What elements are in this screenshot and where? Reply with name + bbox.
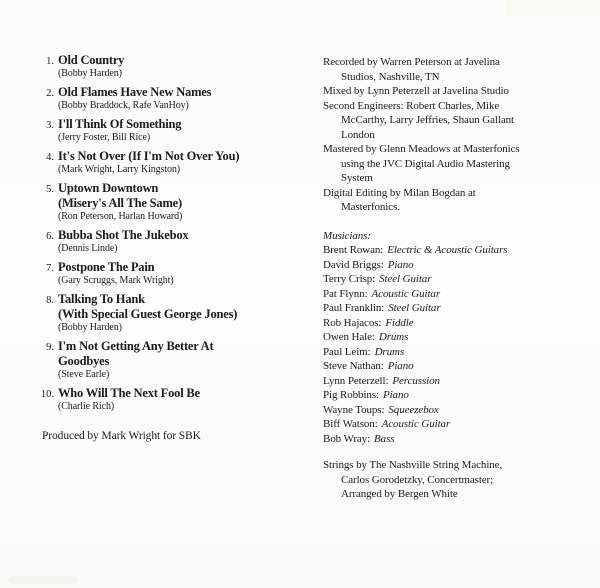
musician-name: Bob Wray:	[323, 432, 371, 445]
track-text	[58, 53, 320, 80]
musician-name: Owen Hale:	[323, 331, 375, 343]
musicians-heading: Musicians:	[323, 229, 371, 242]
track-writers: (Ron Peterson, Harlan Howard)	[58, 211, 183, 222]
musician-name: Wayne Toups:	[323, 403, 385, 416]
musician-line	[323, 243, 591, 258]
musician-instrument: Steel Guitar	[388, 302, 441, 314]
tracklist-column	[34, 53, 320, 418]
credit-line: Masterfonics.	[341, 201, 400, 213]
musician-instrument: Fiddle	[385, 316, 414, 329]
track-writers: (Dennis Linde)	[58, 243, 118, 254]
musician-name: Rob Hajacos:	[323, 316, 382, 329]
track-item	[34, 339, 320, 381]
credits-column	[323, 55, 591, 502]
track-item	[34, 386, 320, 413]
musician-line	[323, 287, 591, 302]
track-number: 4.	[46, 152, 54, 163]
track-item	[34, 149, 320, 176]
credit-line: Second Engineers: Robert Charles, Mike	[323, 99, 500, 112]
credit-line: London	[341, 128, 375, 141]
credit-line: Digital Editing by Milan Bogdan at	[323, 186, 476, 199]
track-number: 6.	[46, 231, 54, 242]
track-number: 9.	[46, 342, 54, 353]
track-text	[58, 292, 320, 334]
track-writers: (Steve Earle)	[58, 369, 110, 380]
musician-name: Biff Watson:	[323, 418, 378, 430]
track-item	[34, 228, 320, 255]
track-writers: (Charlie Rich)	[58, 401, 115, 412]
track-item	[34, 260, 320, 287]
musician-line	[323, 330, 591, 345]
credit-line: System	[341, 172, 373, 184]
track-text	[58, 149, 320, 176]
track-title-line: Who Will The Next Fool Be	[58, 386, 200, 400]
musician-instrument: Bass	[374, 432, 395, 445]
track-number: 5.	[46, 184, 54, 195]
musician-instrument: Piano	[387, 258, 414, 271]
musician-instrument: Piano	[387, 360, 414, 372]
track-title-line: Postpone The Pain	[58, 260, 155, 274]
track-title-line: Bubba Shot The Jukebox	[58, 228, 189, 242]
musician-line	[323, 272, 591, 287]
producer-note: Produced by Mark Wright for SBK	[42, 430, 201, 442]
strings-note-line: Arranged by Bergen White	[341, 488, 458, 500]
track-text	[58, 85, 320, 112]
recording-credits	[323, 55, 591, 215]
track-list	[34, 53, 320, 413]
musician-name: Lynn Peterzell:	[323, 374, 389, 387]
track-item	[34, 53, 320, 80]
musician-line	[323, 403, 591, 418]
credit-line: Mastered by Glenn Meadows at Masterfonics	[323, 143, 520, 155]
track-text	[58, 339, 320, 381]
track-number: 10.	[40, 389, 54, 400]
track-title-line: (With Special Guest George Jones)	[58, 307, 238, 321]
scan-artifact	[505, 0, 600, 16]
track-text	[58, 260, 320, 287]
track-title-line: I'll Think Of Something	[58, 117, 182, 131]
track-title-line: I'm Not Getting Any Better At	[58, 339, 214, 353]
musician-name: Pat Flynn:	[323, 287, 368, 300]
musician-line	[323, 316, 591, 331]
credit-line: using the JVC Digital Audio Mastering	[341, 157, 510, 170]
musician-line	[323, 345, 591, 360]
credit-line: Mixed by Lynn Peterzell at Javelina Studio	[323, 85, 509, 97]
track-title-line: (Misery's All The Same)	[58, 196, 182, 210]
musician-line	[323, 374, 591, 389]
track-item	[34, 292, 320, 334]
track-item	[34, 117, 320, 144]
track-writers: (Bobby Braddock, Rafe VanHoy)	[58, 100, 189, 111]
musician-instrument: Steel Guitar	[379, 273, 432, 285]
track-text	[58, 228, 320, 255]
musician-line	[323, 417, 591, 432]
musician-instrument: Percussion	[392, 374, 440, 387]
track-number: 8.	[46, 295, 54, 306]
track-title-line: Uptown Downtown	[58, 181, 159, 195]
musician-line	[323, 258, 591, 273]
musician-line	[323, 301, 591, 316]
musician-instrument: Piano	[382, 389, 409, 401]
musician-name: Steve Nathan:	[323, 360, 384, 372]
musician-line	[323, 432, 591, 447]
track-writers: (Gary Scruggs, Mark Wright)	[58, 275, 174, 286]
track-title-line: Old Country	[58, 53, 125, 67]
strings-note-line: Carlos Gorodetzky, Concertmaster;	[341, 473, 494, 486]
track-writers: (Jerry Foster, Bill Rice)	[58, 132, 151, 143]
musician-instrument: Acoustic Guitar	[381, 418, 451, 430]
musician-instrument: Drums	[378, 331, 409, 343]
scan-artifact	[8, 576, 78, 584]
track-number: 2.	[46, 88, 54, 99]
track-title-line: It's Not Over (If I'm Not Over You)	[58, 149, 240, 163]
track-item	[34, 181, 320, 223]
track-text	[58, 386, 320, 413]
track-title-line: Talking To Hank	[58, 292, 145, 306]
credit-line: McCarthy, Larry Jeffries, Shaun Gallant	[341, 114, 514, 126]
track-writers: (Bobby Harden)	[58, 322, 122, 333]
track-text	[58, 117, 320, 144]
musicians-list	[323, 243, 591, 446]
musician-name: David Briggs:	[323, 258, 384, 271]
track-number: 7.	[46, 263, 54, 274]
track-number: 3.	[46, 120, 54, 131]
track-item	[34, 85, 320, 112]
musician-name: Paul Franklin:	[323, 302, 385, 314]
track-text	[58, 181, 320, 223]
musician-name: Pig Robbins:	[323, 389, 379, 401]
strings-note-line: Strings by The Nashville String Machine,	[323, 459, 503, 471]
track-title-line: Old Flames Have New Names	[58, 85, 212, 99]
track-writers: (Mark Wright, Larry Kingston)	[58, 164, 181, 175]
musician-instrument: Drums	[374, 345, 405, 358]
credit-line: Studios, Nashville, TN	[341, 70, 440, 83]
musician-instrument: Acoustic Guitar	[371, 287, 441, 300]
musician-name: Terry Crisp:	[323, 273, 376, 285]
musician-line	[323, 388, 591, 403]
track-writers: (Bobby Harden)	[58, 68, 122, 79]
musician-instrument: Electric & Acoustic Guitars	[387, 244, 508, 256]
strings-note	[323, 458, 591, 502]
musician-line	[323, 359, 591, 374]
musician-name: Brent Rowan:	[323, 244, 384, 256]
track-number: 1.	[46, 56, 54, 67]
musician-name: Paul Leim:	[323, 345, 371, 358]
credit-line: Recorded by Warren Peterson at Javelina	[323, 56, 500, 68]
track-title-line: Goodbyes	[58, 354, 110, 368]
musician-instrument: Squeezebox	[388, 403, 439, 416]
